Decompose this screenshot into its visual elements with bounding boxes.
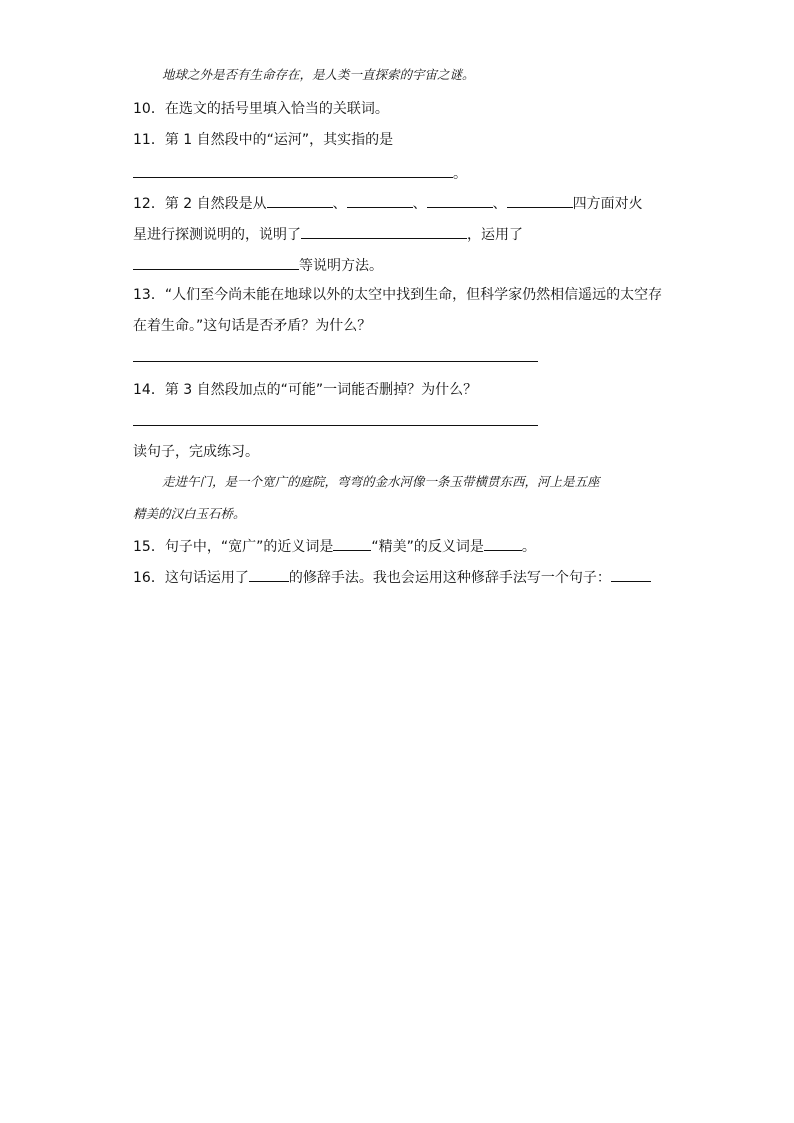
question-16	[133, 567, 651, 587]
answer-blank[interactable]	[611, 567, 651, 582]
answer-blank[interactable]	[507, 193, 573, 208]
answer-blank[interactable]	[133, 163, 453, 178]
q16-text-a: 16．这句话运用了	[133, 570, 249, 586]
answer-blank[interactable]	[267, 193, 333, 208]
answer-blank[interactable]	[347, 193, 413, 208]
q15-text-a: 15．句子中，“宽广”的近义词是	[133, 539, 334, 555]
answer-blank[interactable]	[133, 255, 299, 270]
q12-text-c: 星进行探测说明的，说明了	[133, 227, 301, 243]
question-14: 14．第 3 自然段加点的“可能”一词能否删掉？为什么？	[133, 382, 478, 398]
answer-blank[interactable]	[301, 224, 467, 239]
answer-blank[interactable]	[249, 567, 289, 582]
answer-blank[interactable]	[333, 536, 371, 551]
answer-blank[interactable]	[427, 193, 493, 208]
passage-sentence-1: 地球之外是否有生命存在，是人类一直探索的宇宙之谜。	[162, 67, 475, 82]
q12-text-d: ，运用了	[467, 227, 523, 243]
punctuation: 。	[453, 166, 467, 182]
passage-sentence-2-line-1: 走进午门，是一个宽广的庭院，弯弯的金水河像一条玉带横贯东西，河上是五座	[162, 474, 600, 489]
question-12-line-1	[133, 193, 643, 213]
separator: 、	[412, 196, 427, 212]
question-14-answer-line[interactable]	[133, 425, 538, 426]
question-12-line-3	[133, 255, 383, 275]
question-12-line-2	[133, 224, 523, 244]
q12-text-e: 等说明方法。	[299, 258, 383, 274]
q12-text-a: 12．第 2 自然段是从	[133, 196, 267, 212]
question-13-answer-line[interactable]	[133, 361, 538, 362]
question-13-line-2: 在着生命。”这句话是否矛盾？为什么？	[133, 318, 372, 334]
separator: 、	[492, 196, 507, 212]
question-13-line-1: 13．“人们至今尚未能在地球以外的太空中找到生命，但科学家仍然相信遥远的太空存	[133, 287, 663, 303]
question-10: 10．在选文的括号里填入恰当的关联词。	[133, 101, 389, 117]
q15-text-b: “精美”的反义词是	[371, 539, 484, 555]
q16-text-b: 的修辞手法。我也会运用这种修辞手法写一个句子：	[288, 570, 611, 586]
q15-text-c: 。	[521, 539, 536, 555]
question-11-answer-line	[133, 163, 467, 183]
passage-sentence-2-line-2: 精美的汉白玉石桥。	[133, 506, 246, 521]
separator: 、	[332, 196, 347, 212]
read-instruction: 读句子，完成练习。	[133, 444, 259, 460]
question-15	[133, 536, 536, 556]
q12-text-b: 四方面对火	[572, 196, 643, 212]
answer-blank[interactable]	[484, 536, 522, 551]
question-11: 11．第 1 自然段中的“运河”，其实指的是	[133, 132, 394, 148]
